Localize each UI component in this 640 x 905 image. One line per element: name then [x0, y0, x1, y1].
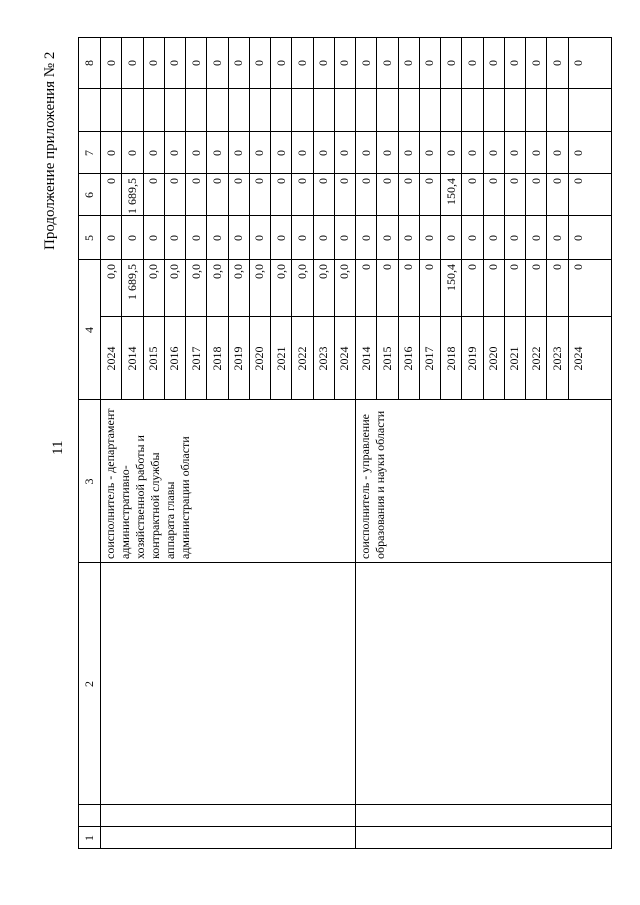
total-value-cell: 0,0	[252, 264, 267, 279]
year-cell: 2014	[358, 346, 373, 371]
total-value-cell: 0	[422, 264, 437, 270]
value-cell-col7: 0	[528, 150, 543, 156]
year-cell: 2017	[422, 346, 437, 371]
value-cell-col5: 0	[316, 235, 331, 241]
column-header-1: 1	[82, 835, 96, 841]
total-value-cell: 0,0	[273, 264, 288, 279]
value-cell-col6: 0	[146, 178, 161, 184]
year-cell: 2022	[294, 346, 309, 371]
value-cell-col5: 0	[294, 235, 309, 241]
value-cell-col7: 0	[507, 150, 522, 156]
col-divider	[78, 826, 612, 827]
value-cell-col6: 0	[294, 178, 309, 184]
year-cell: 2016	[401, 346, 416, 371]
value-cell-col8: 0	[464, 60, 479, 66]
year-cell: 2024	[571, 346, 586, 371]
value-cell-col6: 0	[231, 178, 246, 184]
column-header-7: 7	[82, 150, 96, 156]
column-header-4: 4	[82, 327, 96, 333]
total-value-cell: 150,4	[443, 264, 458, 291]
value-cell-col5: 0	[528, 235, 543, 241]
value-cell-col6: 0	[528, 178, 543, 184]
description-line: администрации области	[178, 436, 192, 559]
table-border-bottom	[611, 37, 612, 849]
total-value-cell: 0,0	[231, 264, 246, 279]
value-cell-col8: 0	[443, 60, 458, 66]
value-cell-col7: 0	[443, 150, 458, 156]
value-cell-col8: 0	[337, 60, 352, 66]
value-cell-col7: 0	[146, 150, 161, 156]
year-cell: 2021	[273, 346, 288, 371]
value-cell-col7: 0	[124, 150, 139, 156]
total-value-cell: 0,0	[103, 264, 118, 279]
value-cell-col5: 0	[464, 235, 479, 241]
value-cell-col8: 0	[507, 60, 522, 66]
year-cell: 2019	[464, 346, 479, 371]
value-cell-col6: 0	[167, 178, 182, 184]
value-cell-col8: 0	[358, 60, 373, 66]
appendix-continuation-header: Продолжение приложения № 2	[42, 51, 58, 250]
total-value-cell: 0	[549, 264, 564, 270]
value-cell-col6: 0	[209, 178, 224, 184]
value-cell-col8: 0	[209, 60, 224, 66]
total-value-cell: 0	[358, 264, 373, 270]
column-header-8: 8	[82, 60, 96, 66]
value-cell-col8: 0	[401, 60, 416, 66]
value-cell-col6: 0	[316, 178, 331, 184]
year-cell: 2022	[528, 346, 543, 371]
year-cell: 2017	[188, 346, 203, 371]
value-cell-col8: 0	[231, 60, 246, 66]
value-cell-col6: 0	[464, 178, 479, 184]
value-cell-col7: 0	[167, 150, 182, 156]
value-cell-col6: 0	[337, 178, 352, 184]
value-cell-col5: 0	[379, 235, 394, 241]
total-value-cell: 0	[379, 264, 394, 270]
value-cell-col6: 0	[273, 178, 288, 184]
total-value-cell: 0,0	[294, 264, 309, 279]
year-cell: 2024	[337, 346, 352, 371]
value-cell-col6: 0	[401, 178, 416, 184]
value-cell-col7: 0	[379, 150, 394, 156]
value-cell-col7: 0	[401, 150, 416, 156]
total-value-cell: 0	[401, 264, 416, 270]
value-cell-col6: 0	[358, 178, 373, 184]
year-cell: 2021	[507, 346, 522, 371]
total-value-cell: 0	[571, 264, 586, 270]
value-cell-col8: 0	[103, 60, 118, 66]
value-cell-col8: 0	[167, 60, 182, 66]
value-cell-col7: 0	[231, 150, 246, 156]
value-cell-col6: 150,4	[443, 178, 458, 205]
total-value-cell: 0,0	[316, 264, 331, 279]
group-divider	[355, 400, 356, 849]
value-cell-col6: 0	[252, 178, 267, 184]
value-cell-col5: 0	[231, 235, 246, 241]
column-header-2: 2	[82, 681, 96, 687]
description-line: административно-	[118, 465, 132, 559]
value-cell-col7: 0	[103, 150, 118, 156]
value-cell-col8: 0	[486, 60, 501, 66]
total-value-cell: 0,0	[146, 264, 161, 279]
year-cell: 2018	[209, 346, 224, 371]
year-cell: 2015	[379, 346, 394, 371]
value-cell-col8: 0	[252, 60, 267, 66]
description-line: образования и науки области	[373, 410, 387, 559]
value-cell-col7: 0	[337, 150, 352, 156]
year-cell: 2023	[549, 346, 564, 371]
value-cell-col8: 0	[146, 60, 161, 66]
value-cell-col7: 0	[209, 150, 224, 156]
value-cell-col7: 0	[422, 150, 437, 156]
value-cell-col5: 0	[507, 235, 522, 241]
table-border-left	[78, 848, 612, 849]
value-cell-col7: 0	[549, 150, 564, 156]
total-value-cell: 0,0	[337, 264, 352, 279]
year-cell: 2020	[486, 346, 501, 371]
value-cell-col8: 0	[316, 60, 331, 66]
description-line: контрактной службы	[148, 452, 162, 559]
value-cell-col5: 0	[486, 235, 501, 241]
value-cell-col5: 0	[549, 235, 564, 241]
year-cell: 2016	[167, 346, 182, 371]
value-cell-col6: 0	[571, 178, 586, 184]
total-value-cell: 1 689,5	[124, 264, 139, 300]
year-cell: 2019	[231, 346, 246, 371]
co-executor-description	[358, 411, 388, 559]
value-cell-col6: 0	[549, 178, 564, 184]
column-header-3: 3	[82, 478, 96, 485]
value-cell-col5: 0	[167, 235, 182, 241]
description-line: хозяйственной работы и	[133, 435, 147, 559]
year-cell: 2023	[316, 346, 331, 371]
value-cell-col8: 0	[273, 60, 288, 66]
value-cell-col5: 0	[273, 235, 288, 241]
value-cell-col5: 0	[252, 235, 267, 241]
value-cell-col8: 0	[379, 60, 394, 66]
value-cell-col5: 0	[209, 235, 224, 241]
value-cell-col5: 0	[422, 235, 437, 241]
column-header-6: 6	[82, 192, 96, 198]
value-cell-col8: 0	[549, 60, 564, 66]
value-cell-col7: 0	[188, 150, 203, 156]
value-cell-col6: 0	[422, 178, 437, 184]
value-cell-col7: 0	[486, 150, 501, 156]
year-cell: 2015	[146, 346, 161, 371]
description-line: соисполнитель - департамент	[103, 408, 117, 559]
value-cell-col5: 0	[103, 235, 118, 241]
value-cell-col6: 0	[507, 178, 522, 184]
value-cell-col5: 0	[443, 235, 458, 241]
col-divider	[78, 804, 612, 805]
total-value-cell: 0	[486, 264, 501, 270]
total-value-cell: 0	[528, 264, 543, 270]
value-cell-col7: 0	[273, 150, 288, 156]
value-cell-col8: 0	[294, 60, 309, 66]
value-cell-col7: 0	[571, 150, 586, 156]
value-cell-col6: 0	[103, 178, 118, 184]
value-cell-col5: 0	[146, 235, 161, 241]
description-line: аппарата главы	[163, 481, 177, 559]
total-value-cell: 0,0	[188, 264, 203, 279]
co-executor-description	[103, 408, 193, 559]
value-cell-col5: 0	[358, 235, 373, 241]
value-cell-col7: 0	[358, 150, 373, 156]
value-cell-col7: 0	[252, 150, 267, 156]
col-divider	[78, 562, 612, 563]
value-cell-col7: 0	[464, 150, 479, 156]
value-cell-col5: 0	[571, 235, 586, 241]
value-cell-col6: 0	[486, 178, 501, 184]
value-cell-col6: 0	[379, 178, 394, 184]
value-cell-col6: 1 689,5	[124, 178, 139, 214]
year-cell: 2018	[443, 346, 458, 371]
value-cell-col8: 0	[124, 60, 139, 66]
value-cell-col7: 0	[316, 150, 331, 156]
description-line: соисполнитель - управление	[358, 414, 372, 559]
value-cell-col5: 0	[337, 235, 352, 241]
value-cell-col8: 0	[528, 60, 543, 66]
column-header-5: 5	[82, 235, 96, 241]
value-cell-col8: 0	[571, 60, 586, 66]
total-value-cell: 0,0	[209, 264, 224, 279]
value-cell-col8: 0	[188, 60, 203, 66]
value-cell-col7: 0	[294, 150, 309, 156]
total-value-cell: 0	[464, 264, 479, 270]
year-cell: 2024	[103, 346, 118, 371]
total-value-cell: 0,0	[167, 264, 182, 279]
value-cell-col5: 0	[188, 235, 203, 241]
year-cell: 2020	[252, 346, 267, 371]
value-cell-col5: 0	[124, 235, 139, 241]
value-cell-col8: 0	[422, 60, 437, 66]
page-number: 11	[50, 440, 66, 455]
funding-table	[78, 37, 612, 849]
value-cell-col6: 0	[188, 178, 203, 184]
year-cell: 2014	[124, 346, 139, 371]
value-cell-col5: 0	[401, 235, 416, 241]
total-value-cell: 0	[507, 264, 522, 270]
